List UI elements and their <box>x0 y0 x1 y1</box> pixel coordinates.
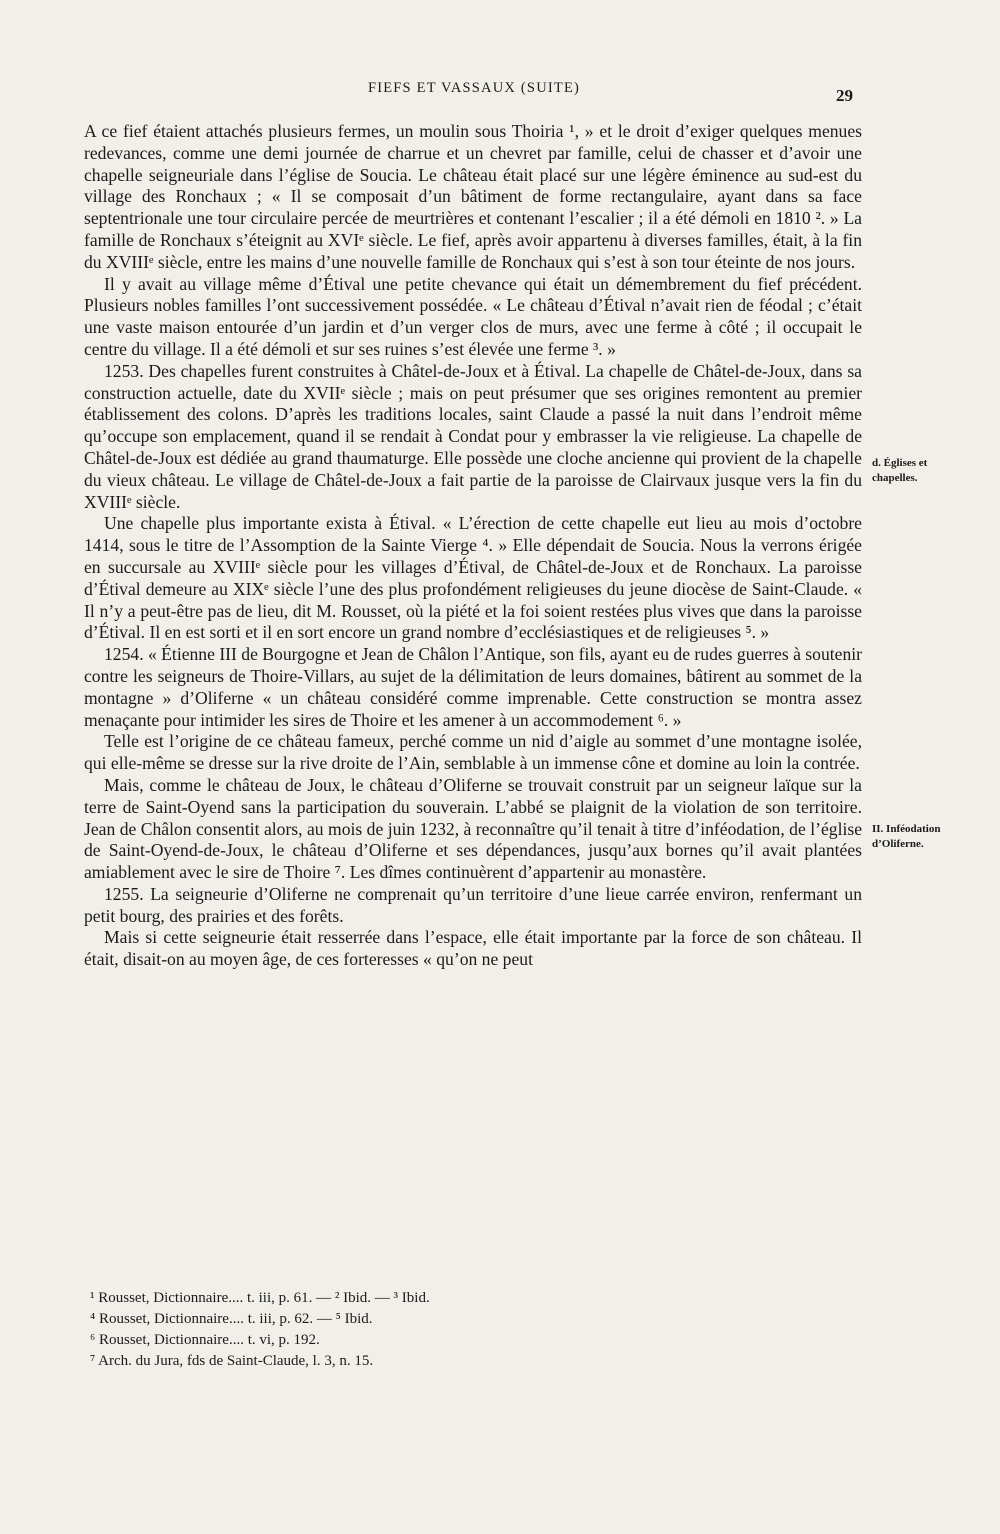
paragraph: Mais si cette seigneurie était resserrée dans l’espace, elle était importante par la force de son château. Il était, disait-on au moyen âge, de ces forteresses « qu’on ne peut <box>84 927 862 970</box>
footnote: ¹ Rousset, Dictionnaire.... t. iii, p. 61. — ² Ibid. — ³ Ibid. <box>90 1290 430 1306</box>
margin-note-churches: d. Églises et chapelles. <box>872 457 928 484</box>
running-header: FIEFS ET VASSAUX (SUITE) <box>367 80 581 96</box>
page-number: 29 <box>836 86 853 105</box>
paragraph: 1253. Des chapelles furent construites à Châtel-de-Joux et à Étival. La chapelle de Châtel-de-Joux, dans sa construction actuelle, date du XVIIᵉ siècle ; mais on peut présumer que ses origines remontent au premier établissement des colons. D’après les traditions locales, saint Claude a passé la nuit dans l’endroit même qu’occupe son emplacement, quand il se rendait à Condat pour y embrasser la vie religieuse. La chapelle de Châtel-de-Joux est dédiée au grand thaumaturge. Elle possède une cloche ancienne qui provient de la chapelle du vieux château. Le village de Châtel-de-Joux a fait partie de la paroisse de Clairvaux jusque vers la fin du XVIIIᵉ siècle. <box>84 360 862 512</box>
footnote: ⁶ Rousset, Dictionnaire.... t. vi, p. 192. <box>90 1332 320 1348</box>
margin-note-oliferne: II. Inféodation d’Oliferne. <box>872 823 941 850</box>
paragraph: Une chapelle plus importante exista à Étival. « L’érection de cette chapelle eut lieu au mois d’octobre 1414, sous le titre de l’Assomption de la Sainte Vierge ⁴. » Elle dépendait de Soucia. Nous la verrons érigée en succursale au XVIIIᵉ siècle pour les villages d’Étival, de Châtel-de-Joux et de Ronchaux. La paroisse d’Étival demeure au XIXᵉ siècle l’une des plus profondément religieuses du jeune diocèse de Saint-Claude. « Il n’y a peut-être pas de lieu, dit M. Rousset, où la piété et la foi soient restées plus vives que dans la paroisse d’Étival. Il en est sorti et il en sort encore un grand nombre d’ecclésiastiques et de religieuses ⁵. » <box>84 513 862 643</box>
main-text <box>84 121 862 971</box>
paragraph: A ce fief étaient attachés plusieurs fermes, un moulin sous Thoiria ¹, » et le droit d’exiger quelques menues redevances, comme une demi journée de charrue et un chevret par famille, celui de chasser et d’avoir une chapelle seigneuriale dans l’église de Soucia. Le château était placé sur une légère éminence au sud-est du village des Ronchaux ; « Il se composait d’un bâtiment de forme rectangulaire, ayant dans sa face septentrionale une tour circulaire percée de meurtrières et contenant l’escalier ; il a été démoli en 1810 ². » La famille de Ronchaux s’éteignit au XVIᵉ siècle. Le fief, après avoir appartenu à diverses familles, était, à la fin du XVIIIᵉ siècle, entre les mains d’une nouvelle famille de Ronchaux qui s’est à son tour éteinte de nos jours. <box>84 121 862 272</box>
paragraph: 1254. « Étienne III de Bourgogne et Jean de Châlon l’Antique, son fils, ayant eu de rudes guerres à soutenir contre les seigneurs de Thoire-Villars, au sujet de la délimitation de leurs domaines, bâtirent au sommet de la montagne » d’Oliferne « un château considéré comme imprenable. Cette construction se montra assez menaçante pour intimider les sires de Thoire et les amener à un accommodement ⁶. » <box>84 644 862 730</box>
paragraph: Telle est l’origine de ce château fameux, perché comme un nid d’aigle au sommet d’une montagne isolée, qui elle-même se dresse sur la rive droite de l’Ain, semblable à un immense cône et domine au loin la contrée. <box>84 731 862 774</box>
footnote: ⁷ Arch. du Jura, fds de Saint-Claude, l. 3, n. 15. <box>90 1353 374 1369</box>
paragraph: Mais, comme le château de Joux, le château d’Oliferne se trouvait construit par un seigneur laïque sur la terre de Saint-Oyend sans la participation du souverain. L’abbé se plaignit de la violation de son territoire. Jean de Châlon consentit alors, au mois de juin 1232, à reconnaître qu’il tenait à titre d’inféodation, de l’église de Saint-Oyend-de-Joux, le château d’Oliferne et ses dépendances, jusqu’aux bornes qu’il avait plantées amiablement avec le sire de Thoire ⁷. Les dîmes continuèrent d’appartenir au monastère. <box>84 774 862 883</box>
paragraph: Il y avait au village même d’Étival une petite chevance qui était un démembrement du fief précédent. Plusieurs nobles familles l’ont successivement possédée. « Le château d’Étival n’avait rien de féodal ; c’était une vaste maison entourée d’un jardin et d’un verger clos de murs, avec une ferme à côté ; il occupait le centre du village. Il a été démoli et sur ses ruines s’est élevée une ferme ³. » <box>84 273 862 359</box>
footnotes <box>90 1288 790 1372</box>
footnote: ⁴ Rousset, Dictionnaire.... t. iii, p. 62. — ⁵ Ibid. <box>90 1311 373 1327</box>
paragraph: 1255. La seigneurie d’Oliferne ne comprenait qu’un territoire d’une lieue carrée environ, renfermant un petit bourg, des prairies et des forêts. <box>84 883 862 926</box>
